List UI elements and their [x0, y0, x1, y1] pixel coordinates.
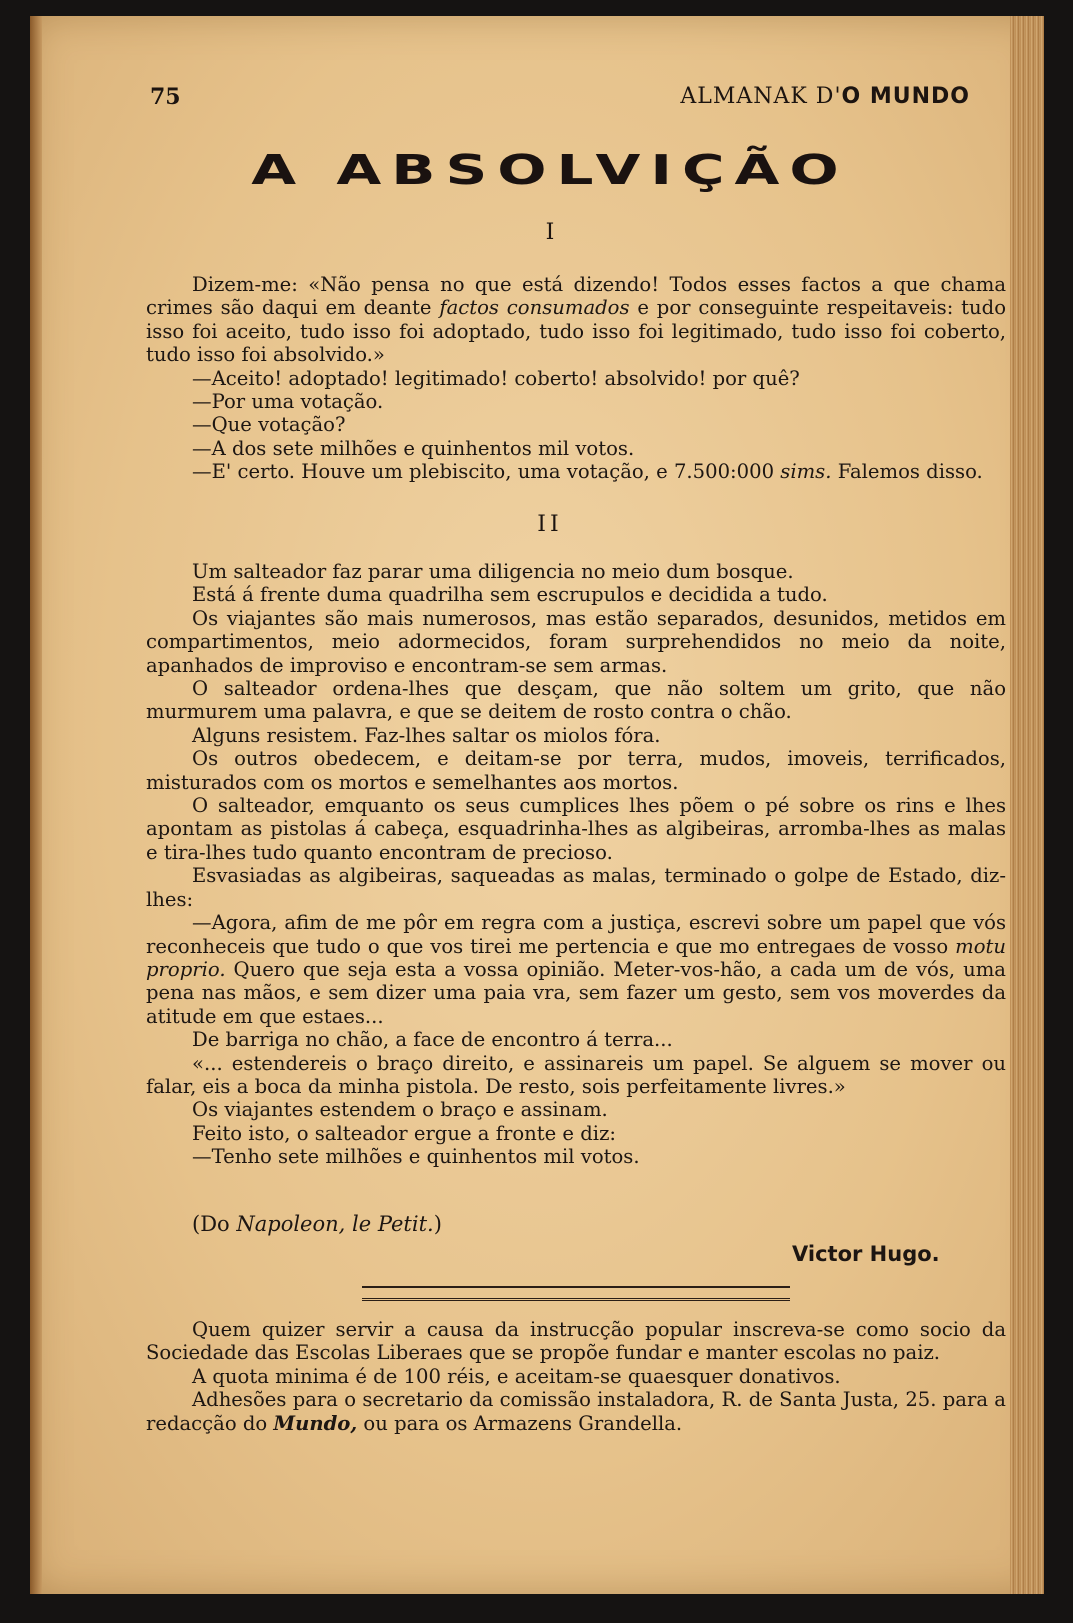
page-header	[150, 80, 970, 114]
page-number: 75	[150, 84, 181, 110]
source-citation: (Do Napoleon, le Petit.)	[192, 1212, 442, 1236]
section-2-text	[146, 560, 1006, 1169]
author-signature: Victor Hugo.	[792, 1242, 940, 1266]
paragraph: —Aceito! adoptado! legitimado! coberto! absolvido! por quê?	[192, 366, 800, 390]
paragraph: —Tenho sete milhões e quinhentos mil votos.	[192, 1145, 640, 1169]
notice-text	[146, 1318, 1006, 1435]
paragraph: Os outros obedecem, e deitam-se por terra, mudos, imoveis, terrificados, misturados com os mortos e semelhantes aos mortos.	[146, 747, 1006, 794]
section-numeral-1: I	[545, 220, 555, 245]
section-1-text	[146, 273, 1006, 484]
page-edges	[1010, 16, 1044, 1594]
paragraph: —Por uma votação.	[192, 390, 384, 414]
page-gutter	[30, 16, 42, 1594]
paragraph: Alguns resistem. Faz-lhes saltar os miolos fóra.	[192, 723, 661, 747]
section-numeral-2: II	[537, 512, 563, 537]
paragraph: Quem quizer servir a causa da instrucção popular inscreva-se como socio da Sociedade das Escolas Liberaes que se propõe fundar e manter escolas no paiz.	[146, 1318, 1006, 1365]
paragraph: Os viajantes são mais numerosos, mas estão separados, desunidos, metidos em compartimentos, meio adormecidos, foram surprehendidos no meio da noite, apanhados de improviso e encontram-se sem armas.	[146, 606, 1006, 677]
paragraph: —Agora, afim de me pôr em regra com a justiça, escrevi sobre um papel que vós reconheceis que tudo o que vos tirei me pertencia e que mo entregaes de vosso motu proprio. Quero que seja esta a vossa opinião. Meter-vos-hão, a cada um de vós, uma pena nas mãos, e sem dizer uma paia vra, sem fazer um gesto, sem vos moverdes da atitude em que estaes...	[146, 911, 1006, 1028]
running-head-plain: ALMANAK D'	[680, 84, 842, 109]
paragraph: Está á frente duma quadrilha sem escrupulos e decidida a tudo.	[192, 583, 828, 607]
paragraph: —A dos sete milhões e quinhentos mil votos.	[192, 436, 635, 460]
paragraph: Feito isto, o salteador ergue a fronte e diz:	[192, 1121, 616, 1145]
paragraph: Esvasiadas as algibeiras, saqueadas as malas, terminado o golpe de Estado, diz-lhes:	[146, 864, 1006, 911]
paragraph: Os viajantes estendem o braço e assinam.	[192, 1098, 608, 1122]
paragraph: O salteador ordena-lhes que desçam, que não soltem um grito, que não murmurem uma palavra, e que se deitem de rosto contra o chão.	[146, 677, 1006, 724]
paragraph: —E' certo. Houve um plebiscito, uma votação, e 7.500:000 sims. Falemos disso.	[192, 460, 983, 484]
running-head-bold: O MUNDO	[841, 84, 970, 109]
paragraph: De barriga no chão, a face de encontro á terra...	[192, 1028, 673, 1052]
paragraph: «... estendereis o braço direito, e assinareis um papel. Se alguem se mover ou falar, eis a boca da minha pistola. De resto, sois perfeitamente livres.»	[146, 1051, 1006, 1098]
paragraph: Um salteador faz parar uma diligencia no meio dum bosque.	[192, 560, 794, 583]
paragraph: O salteador, emquanto os seus cumplices lhes põem o pé sobre os rins e lhes apontam as pistolas á cabeça, esquadrinha-lhes as algibeiras, arromba-lhes as malas e tira-lhes tudo quanto encontram de precioso.	[146, 794, 1006, 864]
paragraph: Dizem-me: «Não pensa no que está dizendo! Todos esses factos a que chama crimes são daqui em deante factos consumados e por conseguinte respeitaveis: tudo isso foi aceito, tudo isso foi adoptado, tudo isso foi legitimado, tudo isso foi coberto, tudo isso foi absolvido.»	[146, 273, 1006, 367]
running-head	[680, 84, 970, 109]
paragraph: —Que votação?	[192, 413, 346, 437]
article-title: A ABSOLVIÇÃO	[251, 146, 849, 194]
paragraph: Adhesões para o secretario da comissão instaladora, R. de Santa Justa, 25. para a redacção do Mundo, ou para os Armazens Grandella.	[146, 1388, 1006, 1435]
decorative-rule	[362, 1286, 790, 1301]
paragraph: A quota minima é de 100 réis, e aceitam-se quaesquer donativos.	[192, 1364, 841, 1388]
